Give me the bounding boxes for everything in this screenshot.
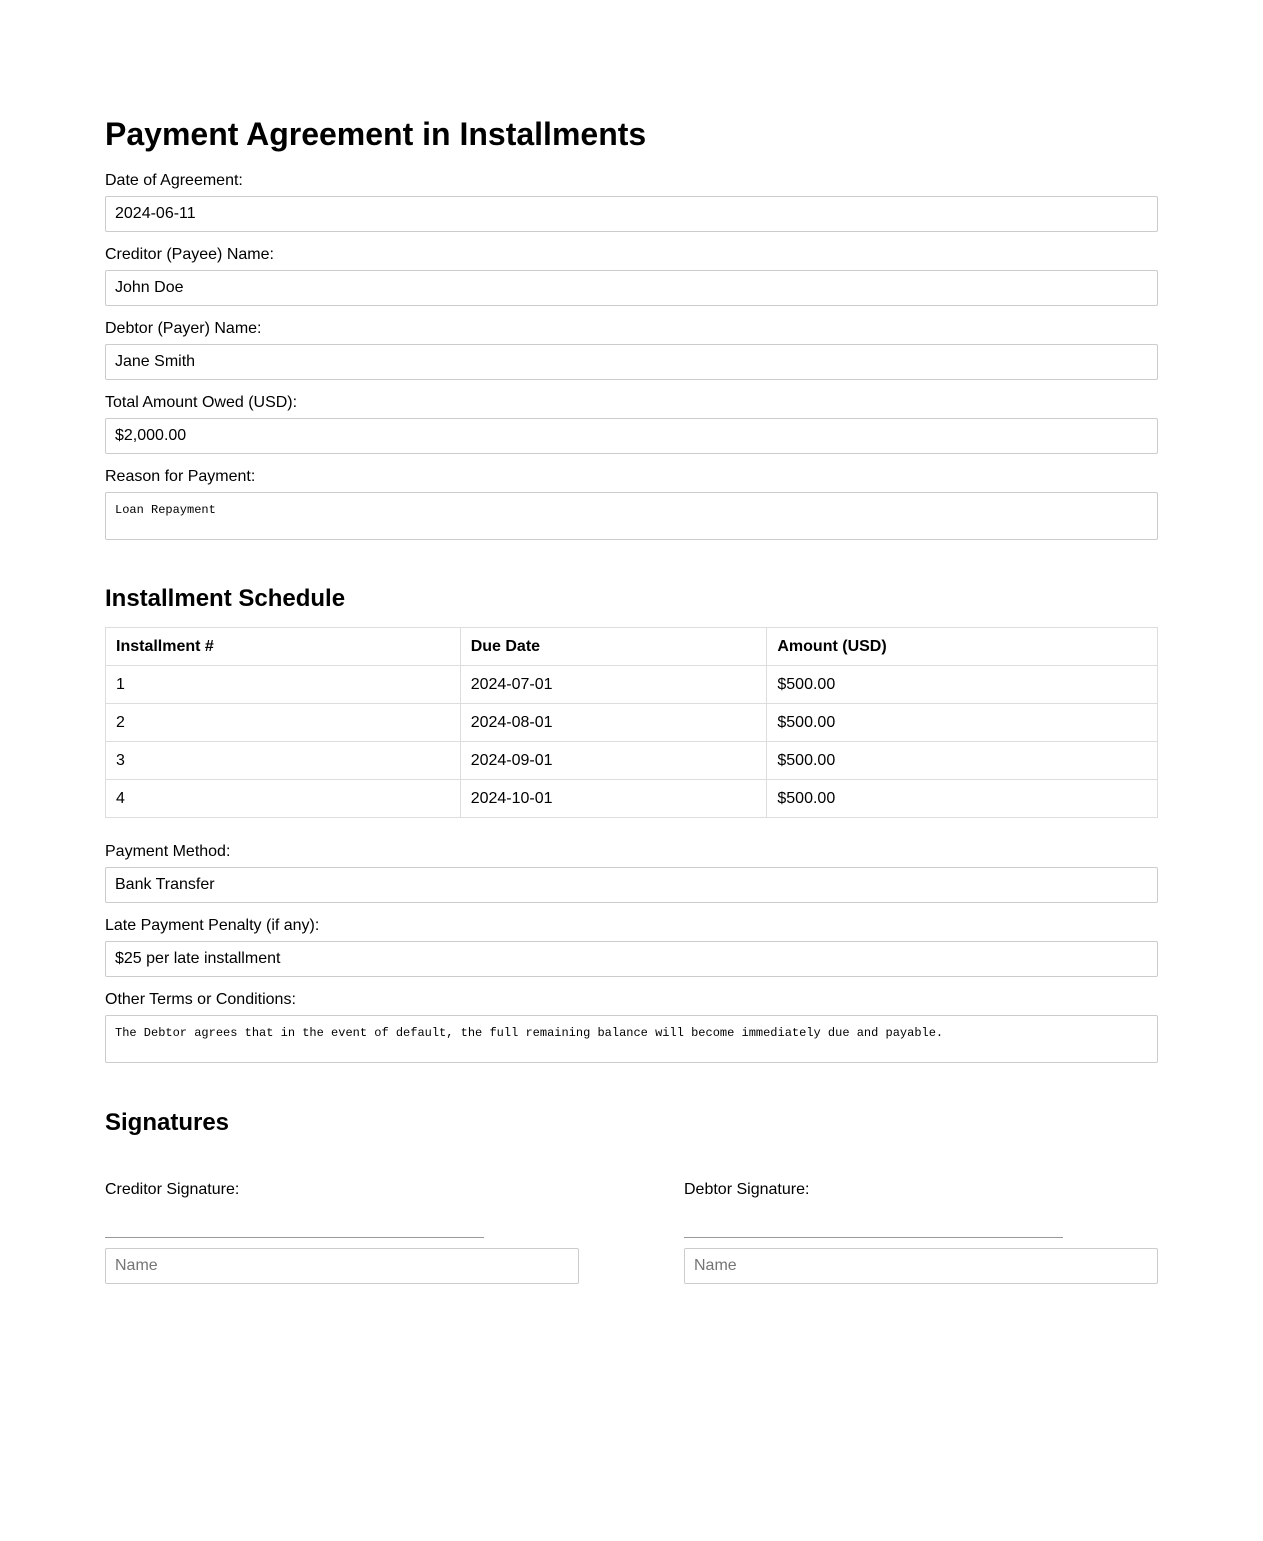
column-header-due-date: Due Date (460, 628, 767, 666)
creditor-name-input[interactable]: Name (105, 1248, 579, 1284)
table-header-row (106, 628, 1158, 666)
debtor-name-field[interactable]: Jane Smith (105, 344, 1158, 380)
creditor-signature-label: Creditor Signature: (105, 1181, 240, 1198)
debtor-name-input[interactable]: Name (684, 1248, 1158, 1284)
signatures-heading: Signatures (105, 1109, 230, 1136)
other-terms-label: Other Terms or Conditions: (105, 991, 296, 1008)
table-row (106, 666, 1158, 704)
date-label: Date of Agreement: (105, 172, 243, 189)
debtor-name-label: Debtor (Payer) Name: (105, 320, 262, 337)
amount: $500.00 (767, 780, 1158, 818)
column-header-installment: Installment # (106, 628, 461, 666)
amount: $500.00 (767, 742, 1158, 780)
installment-table (105, 627, 1158, 818)
installment-number: 4 (106, 780, 461, 818)
installment-number: 2 (106, 704, 461, 742)
table-row (106, 780, 1158, 818)
installment-number: 1 (106, 666, 461, 704)
table-row (106, 742, 1158, 780)
date-field[interactable]: 2024-06-11 (105, 196, 1158, 232)
debtor-signature-line[interactable] (684, 1237, 1063, 1238)
late-penalty-field[interactable]: $25 per late installment (105, 941, 1158, 977)
payment-method-field[interactable]: Bank Transfer (105, 867, 1158, 903)
payment-method-label: Payment Method: (105, 843, 231, 860)
reason-textarea[interactable]: Loan Repayment (105, 492, 1158, 540)
creditor-signature-line[interactable] (105, 1237, 484, 1238)
debtor-signature-label: Debtor Signature: (684, 1181, 810, 1198)
page-title: Payment Agreement in Installments (105, 116, 647, 152)
total-amount-field[interactable]: $2,000.00 (105, 418, 1158, 454)
creditor-name-label: Creditor (Payee) Name: (105, 246, 274, 263)
creditor-name-field[interactable]: John Doe (105, 270, 1158, 306)
reason-label: Reason for Payment: (105, 468, 256, 485)
other-terms-textarea[interactable]: The Debtor agrees that in the event of default, the full remaining balance will become immediately due and payable. (105, 1015, 1158, 1063)
late-penalty-label: Late Payment Penalty (if any): (105, 917, 320, 934)
due-date: 2024-08-01 (460, 704, 767, 742)
due-date: 2024-07-01 (460, 666, 767, 704)
table-row (106, 704, 1158, 742)
due-date: 2024-09-01 (460, 742, 767, 780)
column-header-amount: Amount (USD) (767, 628, 1158, 666)
due-date: 2024-10-01 (460, 780, 767, 818)
schedule-heading: Installment Schedule (105, 585, 346, 612)
amount: $500.00 (767, 666, 1158, 704)
amount: $500.00 (767, 704, 1158, 742)
total-amount-label: Total Amount Owed (USD): (105, 394, 298, 411)
installment-number: 3 (106, 742, 461, 780)
